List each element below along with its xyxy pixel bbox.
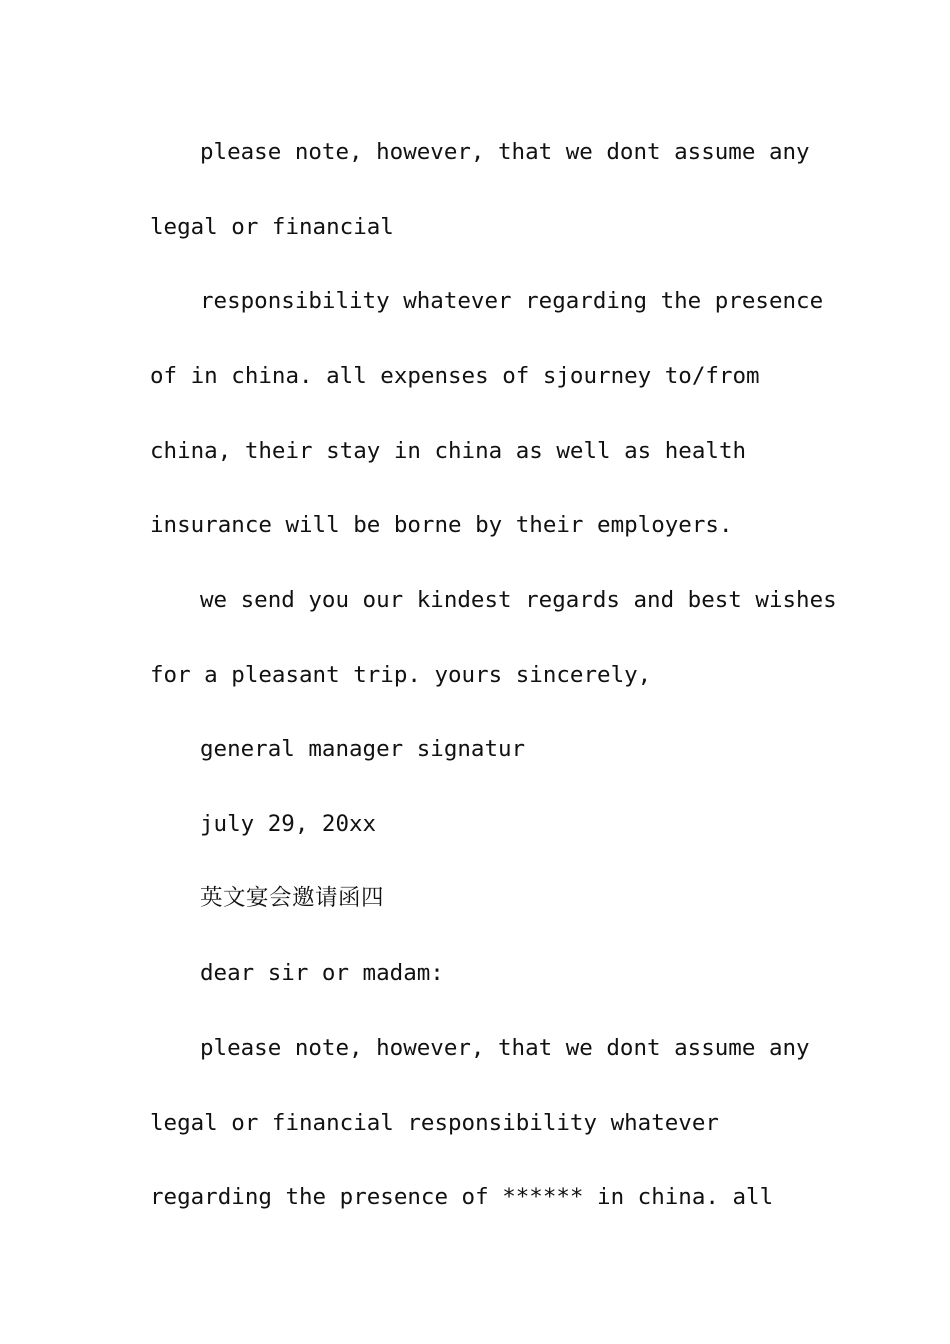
paragraph-line: legal or financial responsibility whatever (150, 1110, 719, 1136)
salutation-line: dear sir or madam: (200, 960, 444, 986)
paragraph-line: responsibility whatever regarding the presence (200, 288, 824, 314)
paragraph-line: insurance will be borne by their employers. (150, 512, 733, 538)
date-line: july 29, 20xx (200, 811, 377, 837)
paragraph-line: for a pleasant trip. yours sincerely, (150, 662, 652, 688)
paragraph-line: please note, however, that we dont assume any (200, 1035, 810, 1061)
paragraph-line: of in china. all expenses of sjourney to/from (150, 363, 760, 389)
paragraph-line: china, their stay in china as well as health (150, 438, 747, 464)
paragraph-line: we send you our kindest regards and best wishes (200, 587, 837, 613)
signature-line: general manager signatur (200, 736, 526, 762)
section-heading: 英文宴会邀请函四 (200, 885, 385, 911)
paragraph-line: regarding the presence of ****** in china. all (150, 1184, 774, 1210)
paragraph-line: please note, however, that we dont assume any (200, 139, 810, 165)
paragraph-line: legal or financial (150, 214, 394, 240)
